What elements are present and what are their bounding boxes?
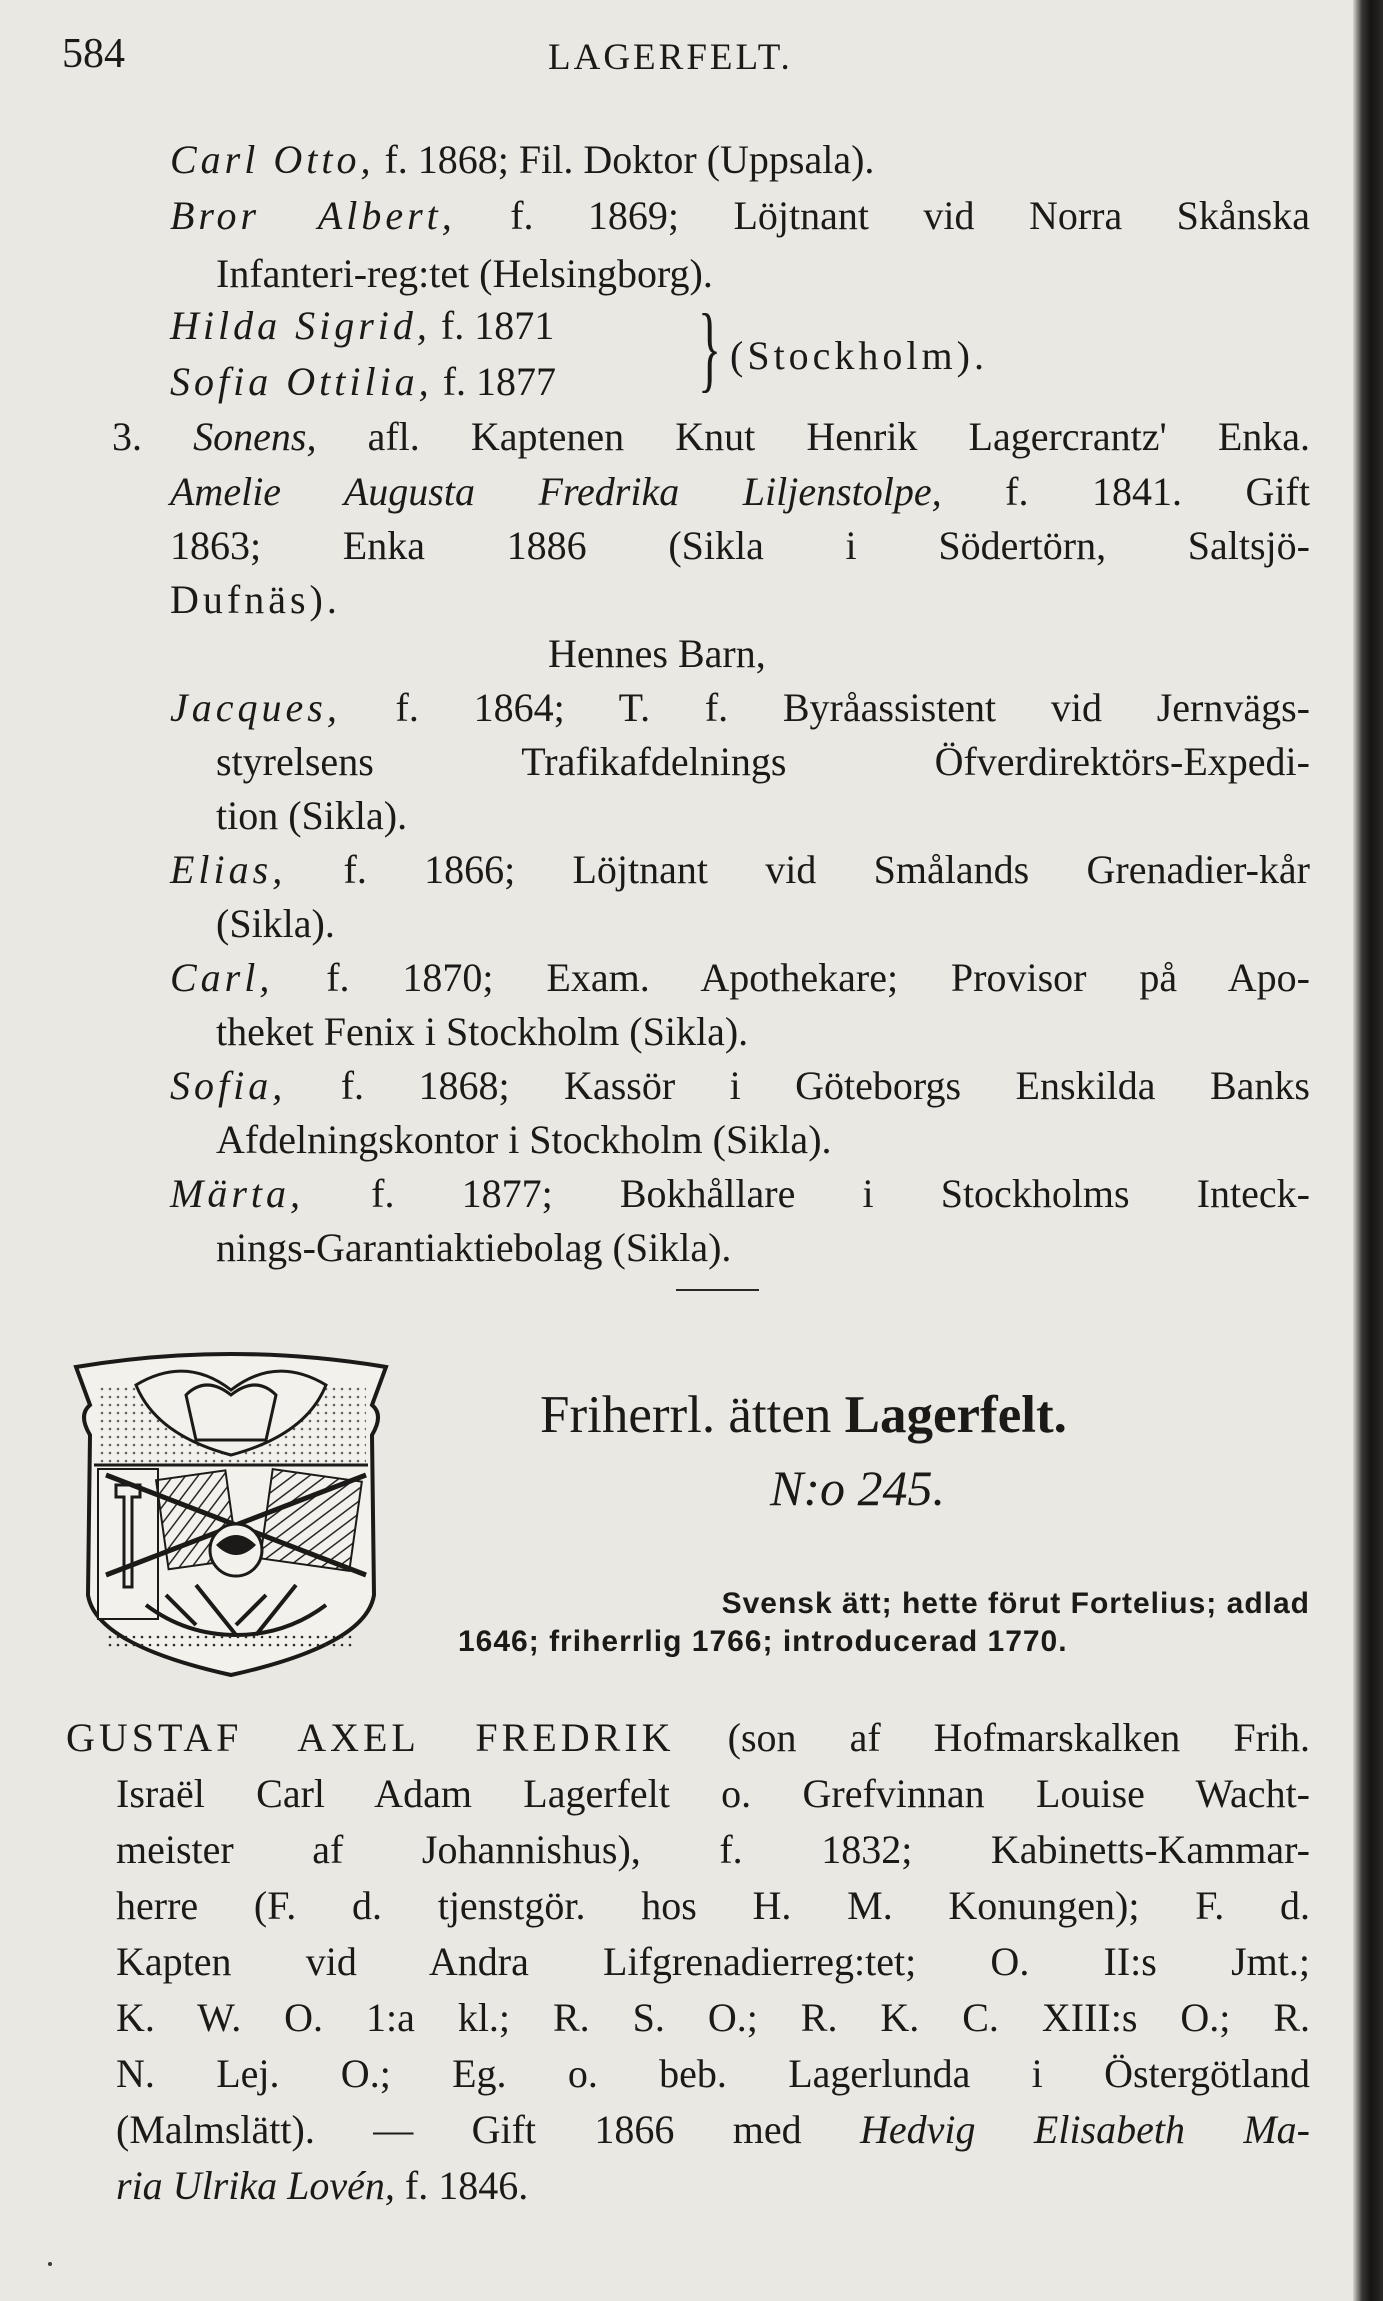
coat-of-arms-icon: [66, 1345, 396, 1681]
child-entry-continuation: (Sikla).: [216, 901, 335, 946]
print-speck: [48, 2262, 52, 2266]
child-name: Carl Otto,: [170, 137, 375, 182]
page-binding-edge: [1353, 0, 1383, 2301]
main-entry-line: herre (F. d. tjenstgör. hos H. M. Konungen); F. d.: [116, 1883, 1310, 1928]
child-name: Jacques,: [170, 685, 341, 730]
main-entry-line: GUSTAF AXEL FREDRIK (son af Hofmarskalken Frih.: [66, 1715, 1310, 1760]
widow-detail-line: 1863; Enka 1886 (Sikla i Södertörn, Saltsjö-: [170, 523, 1310, 568]
child-entry-jacques: Jacques, f. 1864; T. f. Byråassistent vid Jernvägs-: [170, 685, 1310, 730]
child-entry-elias: Elias, f. 1866; Löjtnant vid Smålands Grenadier-kår: [170, 847, 1310, 892]
family-title-name: Lagerfelt.: [844, 1386, 1067, 1444]
child-name: Hilda Sigrid,: [170, 303, 431, 348]
child-entry-bror-albert: [170, 192, 1310, 240]
child-entry-continuation: tion (Sikla).: [216, 793, 408, 838]
main-entry-line: (Malmslätt). — Gift 1866 med Hedvig Elisabeth Ma-: [116, 2107, 1310, 2152]
running-title: LAGERFELT.: [548, 37, 793, 78]
children-heading: Hennes Barn,: [548, 631, 766, 676]
spouse-name: Hedvig Elisabeth Ma-: [860, 2107, 1310, 2152]
widow-detail-line: Dufnäs).: [170, 577, 341, 622]
child-text: f. 1871: [430, 303, 555, 348]
widow-label: Sonens,: [193, 414, 317, 459]
main-entry-line: N. Lej. O.; Eg. o. beb. Lagerlunda i Östergötland: [116, 2051, 1310, 2096]
child-text: f. 1868; Fil. Doktor (Uppsala).: [374, 137, 875, 182]
family-number: N:o 245.: [770, 1460, 945, 1516]
section-divider: [676, 1289, 759, 1291]
widow-entry-line: 3. Sonens, afl. Kaptenen Knut Henrik Lagercrantz' Enka.: [112, 414, 1311, 459]
child-name: Sofia,: [170, 1063, 287, 1108]
shared-residence: (Stockholm).: [730, 333, 988, 378]
family-title: [540, 1385, 1067, 1445]
family-description: 1646; friherrlig 1766; introducerad 1770.: [458, 1625, 1068, 1658]
widow-name-line: Amelie Augusta Fredrika Liljenstolpe, f. 1841. Gift: [170, 469, 1310, 514]
main-entry-line: Israël Carl Adam Lagerfelt o. Grefvinnan Louise Wacht-: [116, 1771, 1310, 1816]
child-entry-hilda-sigrid: [170, 302, 554, 350]
child-name: Bror Albert,: [170, 193, 456, 238]
main-entry-head: GUSTAF AXEL FREDRIK: [66, 1715, 675, 1760]
page-number: 584: [62, 31, 125, 77]
child-name: Carl,: [170, 955, 274, 1000]
child-name: Elias,: [170, 847, 287, 892]
child-entry-carl: Carl, f. 1870; Exam. Apothekare; Provisor på Apo-: [170, 955, 1310, 1000]
child-entry-continuation: nings-Garantiaktiebolag (Sikla).: [216, 1225, 732, 1270]
child-entry-continuation: Infanteri-reg:tet (Helsingborg).: [216, 251, 713, 296]
family-description: Svensk ätt; hette förut Fortelius; adlad: [721, 1587, 1310, 1620]
child-text: f. 1877: [432, 359, 557, 404]
child-entry-sofia-ottilia: [170, 358, 556, 406]
child-entry-marta: Märta, f. 1877; Bokhållare i Stockholms Inteck-: [170, 1171, 1310, 1216]
main-entry-line: K. W. O. 1:a kl.; R. S. O.; R. K. C. XIII:s O.; R.: [116, 1995, 1310, 2040]
child-text: f. 1869; Löjtnant vid Norra Skånska: [455, 193, 1310, 238]
child-entry-sofia: Sofia, f. 1868; Kassör i Göteborgs Enskilda Banks: [170, 1063, 1310, 1108]
child-entry-continuation: theket Fenix i Stockholm (Sikla).: [216, 1009, 749, 1054]
main-entry-line: meister af Johannishus), f. 1832; Kabinetts-Kammar-: [116, 1827, 1310, 1872]
child-name: Sofia Ottilia,: [170, 359, 433, 404]
child-entry-continuation: Afdelningskontor i Stockholm (Sikla).: [216, 1117, 832, 1162]
curly-brace-icon: }: [698, 294, 722, 401]
main-entry-line: ria Ulrika Lovén, f. 1846.: [116, 2163, 529, 2208]
child-entry-continuation: styrelsens Trafikafdelnings Öfverdirektörs-Expedi-: [216, 739, 1310, 784]
child-entry-carl-otto: [170, 136, 874, 184]
spouse-name: ria Ulrika Lovén,: [116, 2163, 395, 2208]
main-entry-line: Kapten vid Andra Lifgrenadierreg:tet; O. II:s Jmt.;: [116, 1939, 1310, 1984]
entry-number: 3.: [112, 414, 142, 459]
family-title-prefix: Friherrl. ätten: [540, 1386, 832, 1444]
child-name: Märta,: [170, 1171, 304, 1216]
widow-name: Amelie Augusta Fredrika Liljenstolpe,: [170, 469, 942, 514]
